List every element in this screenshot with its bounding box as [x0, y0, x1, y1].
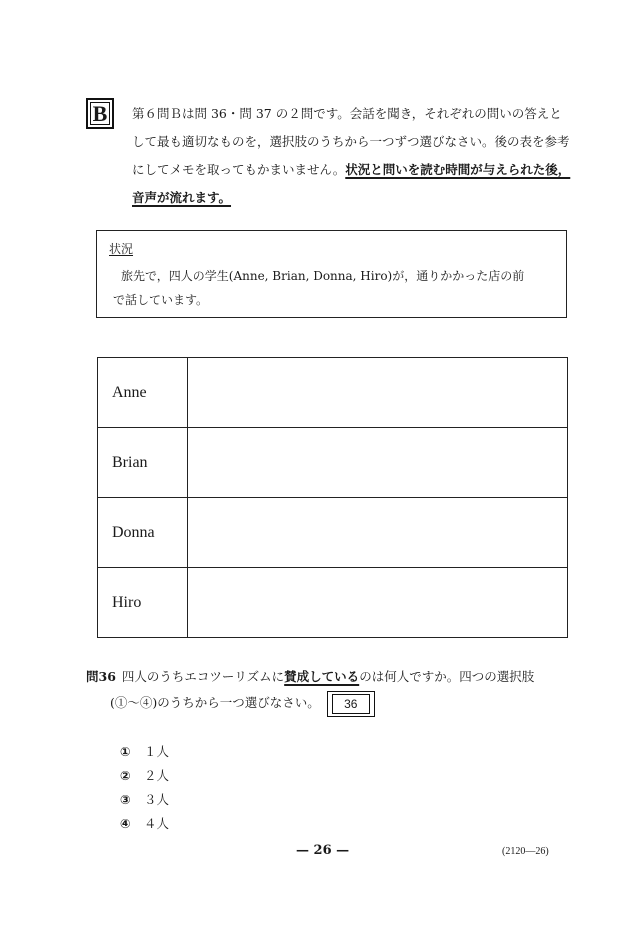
- memo-name-brian: Brian: [98, 428, 188, 498]
- memo-field-hiro[interactable]: [188, 568, 568, 638]
- situation-line-2: で話しています。: [113, 293, 209, 307]
- question-text-underlined: 賛成している: [284, 669, 360, 684]
- situation-line-1: 旅先で，四人の学生(Anne, Brian, Donna, Hiro)が，通りかかった店の前: [121, 269, 525, 283]
- memo-name-hiro: Hiro: [98, 568, 188, 638]
- situation-box: [96, 230, 567, 318]
- option-1[interactable]: [120, 740, 169, 764]
- memo-name-donna: Donna: [98, 498, 188, 568]
- option-1-label: １人: [144, 744, 170, 759]
- option-1-mark: ①: [120, 744, 131, 759]
- question-36-line-1: [86, 665, 534, 689]
- instruction-emphasis-1: 状況と問いを読む時間が与えられた後，: [345, 162, 571, 177]
- section-instructions: [132, 100, 574, 212]
- instruction-line-1: 第６問Ｂは問 36・問 37 の２問です。会話を聞き，それぞれの問いの答えと: [132, 106, 562, 121]
- option-3-mark: ③: [120, 792, 131, 807]
- situation-title: 状況: [109, 242, 134, 256]
- memo-field-anne[interactable]: [188, 358, 568, 428]
- option-4-label: ４人: [144, 816, 170, 831]
- memo-table: [97, 357, 568, 638]
- exam-code: (2120—26): [502, 846, 549, 857]
- memo-row-hiro: [98, 568, 568, 638]
- page-number: — 26 —: [296, 843, 350, 858]
- memo-field-brian[interactable]: [188, 428, 568, 498]
- instruction-line-3: [132, 156, 574, 184]
- memo-row-brian: [98, 428, 568, 498]
- memo-row-donna: [98, 498, 568, 568]
- question-number: 問36: [86, 669, 116, 684]
- question-text-before: 四人のうちエコツーリズムに: [121, 669, 285, 684]
- option-4-mark: ④: [120, 816, 131, 831]
- section-b-label: B: [86, 98, 114, 129]
- situation-text: [113, 264, 561, 312]
- instruction-line-3-text: にしてメモを取ってもかまいません。: [132, 162, 346, 177]
- option-2-label: ２人: [144, 768, 170, 783]
- answer-box-36[interactable]: 36: [332, 694, 370, 714]
- instruction-line-4: [132, 184, 574, 212]
- option-2[interactable]: [120, 764, 169, 788]
- instruction-emphasis-2: 音声が流れます。: [132, 190, 232, 205]
- option-4[interactable]: [120, 812, 169, 836]
- memo-field-donna[interactable]: [188, 498, 568, 568]
- option-3-label: ３人: [144, 792, 170, 807]
- question-line-2-text: (①〜④)のうちから一つ選びなさい。: [110, 695, 320, 710]
- memo-name-anne: Anne: [98, 358, 188, 428]
- question-36-line-2: [110, 691, 370, 715]
- instruction-line-2: して最も適切なものを，選択肢のうちから一つずつ選びなさい。後の表を参考: [132, 134, 570, 149]
- answer-options: [120, 740, 169, 836]
- option-2-mark: ②: [120, 768, 131, 783]
- question-text-after: のは何人ですか。四つの選択肢: [359, 669, 535, 684]
- memo-row-anne: [98, 358, 568, 428]
- option-3[interactable]: [120, 788, 169, 812]
